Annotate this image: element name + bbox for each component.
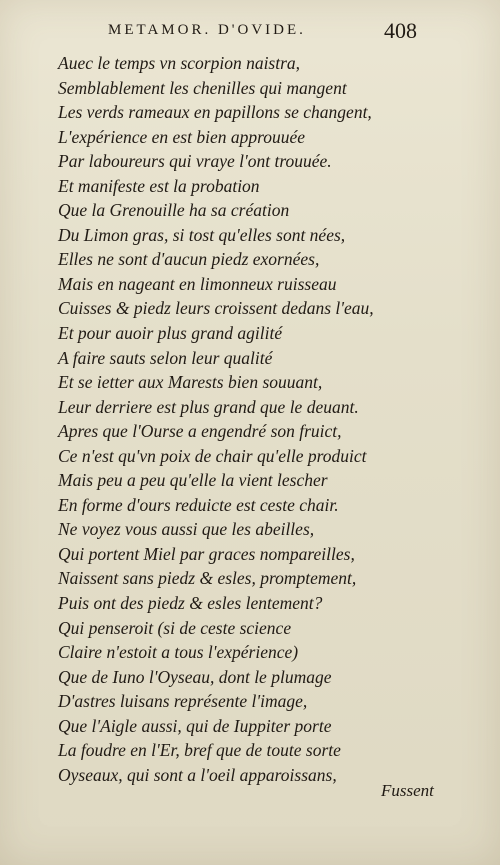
verse-line: Puis ont des piedz & esles lentement? [58, 593, 323, 614]
page-number: 408 [384, 18, 417, 43]
verse-line: Que de Iuno l'Oyseau, dont le plumage [58, 666, 332, 687]
verse-line: Qui portent Miel par graces nompareilles, [58, 543, 355, 564]
verse-line: Leur derriere est plus grand que le deuant. [58, 396, 359, 417]
verse-line: Et se ietter aux Marests bien souuant, [58, 372, 323, 393]
verse-line: Oyseaux, qui sont a l'oeil apparoissans, [58, 764, 337, 785]
verse-line: Du Limon gras, si tost qu'elles sont nées, [58, 224, 346, 245]
verse-line: Elles ne sont d'aucun piedz exornées, [58, 249, 320, 270]
verse-line: Et pour auoir plus grand agilité [58, 323, 283, 344]
verse-block [58, 51, 374, 787]
verse-line: Naissent sans piedz & esles, promptement, [58, 568, 357, 589]
verse-line: Que l'Aigle aussi, qui de Iuppiter porte [58, 715, 332, 736]
verse-line: L'expérience en est bien approuuée [58, 126, 306, 147]
catchword: Fussent [381, 781, 434, 800]
verse-line: Et manifeste est la probation [58, 175, 260, 196]
verse-line: Claire n'estoit a tous l'expérience) [58, 642, 299, 663]
verse-line: Ne voyez vous aussi que les abeilles, [58, 519, 315, 540]
verse-line: Auec le temps vn scorpion naistra, [58, 53, 301, 73]
verse-line: Cuisses & piedz leurs croissent dedans l'eau, [58, 298, 374, 319]
verse-line: Mais peu a peu qu'elle la vient lescher [58, 470, 328, 491]
verse-line: Ce n'est qu'vn poix de chair qu'elle produict [58, 445, 367, 466]
verse-line: La foudre en l'Er, bref que de toute sorte [58, 740, 341, 761]
verse-line: Semblablement les chenilles qui mangent [58, 77, 347, 98]
running-title: METAMOR. D'OVIDE. [108, 22, 306, 38]
verse-line: D'astres luisans représente l'image, [58, 691, 308, 712]
verse-line: Mais en nageant en limonneux ruisseau [58, 273, 337, 294]
verse-line: En forme d'ours reduicte est ceste chair. [58, 494, 339, 515]
verse-line: Par laboureurs qui vraye l'ont trouuée. [58, 151, 332, 172]
verse-line: Que la Grenouille ha sa création [58, 200, 290, 221]
verse-line: A faire sauts selon leur qualité [58, 347, 273, 368]
verse-line: Les verds rameaux en papillons se changent, [58, 102, 372, 123]
verse-line: Apres que l'Ourse a engendré son fruict, [58, 421, 342, 442]
verse-line: Qui penseroit (si de ceste science [58, 617, 292, 638]
